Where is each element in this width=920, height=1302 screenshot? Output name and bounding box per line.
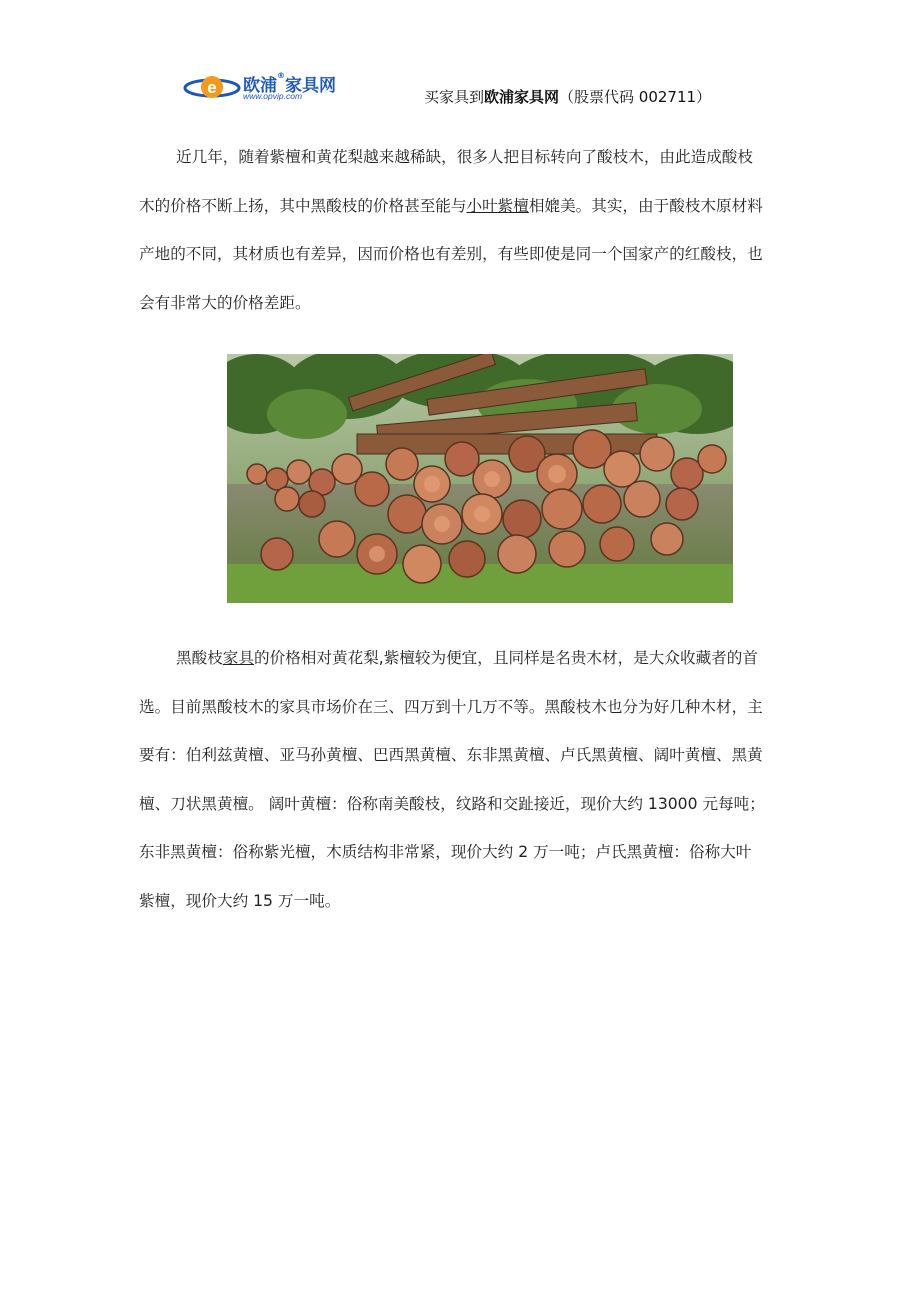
paragraph-line: 木的价格不断上扬，其中黑酸枝的价格甚至能与小叶紫檀相媲美。其实，由于酸枝木原材料 <box>139 196 763 215</box>
logo-wordmark: 欧浦®家具网 <box>243 71 336 96</box>
link-xiaoye-zitan[interactable]: 小叶紫檀 <box>466 196 529 215</box>
opvip-logo[interactable] <box>183 68 353 104</box>
paragraph-line: 近几年，随着紫檀和黄花梨越来越稀缺，很多人把目标转向了酸枝木，由此造成酸枝 <box>176 148 753 166</box>
paragraph-line: 东非黑黄檀：俗称紫光檀，木质结构非常紧，现价大约 2 万一吨；卢氏黑黄檀：俗称大叶 <box>139 843 752 861</box>
paragraph-line: 选。目前黑酸枝木的家具市场价在三、四万到十几万不等。黑酸枝木也分为好几种木材，主 <box>139 697 763 716</box>
paragraph-line: 紫檀，现价大约 15 万一吨。 <box>139 891 341 910</box>
tagline-brand: 欧浦家具网 <box>484 88 560 106</box>
paragraph-line: 会有非常大的价格差距。 <box>139 293 311 312</box>
paragraph-black-rosewood <box>139 634 799 925</box>
svg-text:e: e <box>207 78 217 97</box>
timber-logs-photo <box>227 354 733 603</box>
logo-e-icon <box>183 68 241 104</box>
paragraph-intro <box>139 133 799 327</box>
link-furniture[interactable]: 家具 <box>222 649 254 667</box>
paragraph-line: 产地的不同，其材质也有差异，因而价格也有差别，有些即使是同一个国家产的红酸枝，也 <box>139 245 763 263</box>
page-header <box>0 0 920 120</box>
paragraph-line: 檀、刀状黑黄檀。 阔叶黄檀：俗称南美酸枝，纹路和交趾接近，现价大约 13000 元每吨； <box>139 794 765 813</box>
paragraph-line: 要有：伯利兹黄檀、亚马孙黄檀、巴西黑黄檀、东非黑黄檀、卢氏黑黄檀、阔叶黄檀、黑黄 <box>139 746 763 764</box>
paragraph-line: 黑酸枝家具的价格相对黄花梨,紫檀较为便宜，且同样是名贵木材，是大众收藏者的首 <box>176 649 758 667</box>
header-tagline: 买家具到欧浦家具网（股票代码 002711） <box>424 88 712 106</box>
logo-url: www.opvip.com <box>243 91 303 101</box>
